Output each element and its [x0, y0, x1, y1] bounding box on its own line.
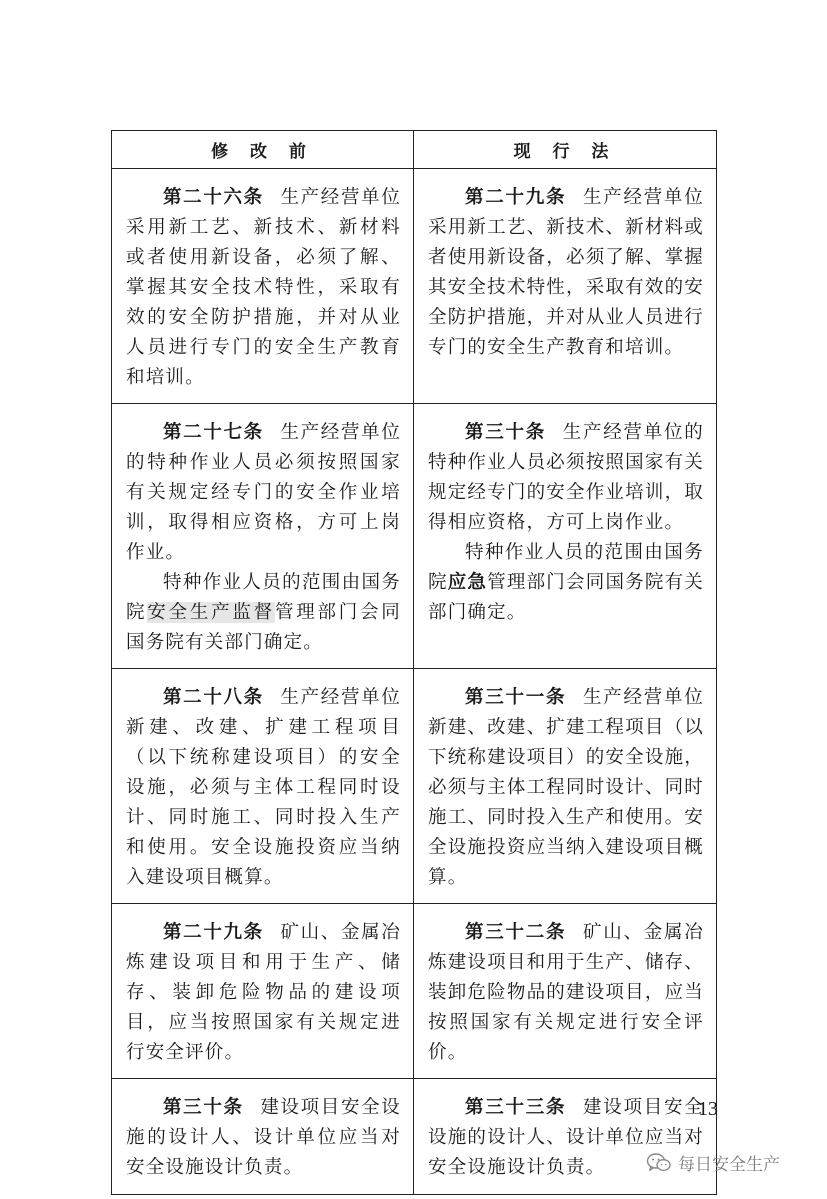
highlighted-text: 安全生产监督 — [147, 602, 275, 623]
table-row — [112, 169, 717, 404]
article-paragraph — [126, 183, 401, 393]
article-text: 生产经营单位新建、改建、扩建工程项目（以下统称建设项目）的安全设施，必须与主体工程同时设计、同时施工、同时投入生产和使用。安全设施投资应当纳入建设项目概算。 — [428, 687, 704, 888]
article-number: 第三十三条 — [465, 1097, 567, 1118]
article-paragraph — [428, 418, 704, 538]
article-number: 第三十二条 — [465, 922, 567, 943]
watermark — [646, 1150, 780, 1175]
wechat-icon — [646, 1152, 672, 1174]
watermark-text: 每日安全生产 — [678, 1155, 780, 1175]
article-text: 矿山、金属冶炼建设项目和用于生产、储存、装卸危险物品的建设项目，应当按照国家有关规定进行安全评价。 — [428, 922, 704, 1063]
cell-current — [414, 669, 717, 904]
article-text: 管理部门会同国务院有关部门确定。 — [428, 572, 705, 623]
header-before: 修 改 前 — [112, 131, 414, 169]
article-number: 第二十九条 — [163, 922, 264, 943]
table-row — [112, 1079, 717, 1195]
cell-before — [112, 404, 414, 669]
article-paragraph — [126, 918, 401, 1068]
article-text: 生产经营单位采用新工艺、新技术、新材料或者使用新设备，必须了解、掌握其安全技术特性，采取有效的安全防护措施，并对从业人员进行专门的安全生产教育和培训。 — [126, 187, 401, 388]
changed-text: 应急 — [447, 572, 488, 593]
article-text: 生产经营单位新建、改建、扩建工程项目（以下统称建设项目）的安全设施，必须与主体工程同时设计、同时施工、同时投入生产和使用。安全设施投资应当纳入建设项目概算。 — [126, 687, 401, 888]
page-number: 13 — [698, 1098, 718, 1120]
table-row — [112, 904, 717, 1079]
article-text: 特种作业人员的范围由国务院 — [126, 572, 401, 623]
article-text: 生产经营单位采用新工艺、新技术、新材料或者使用新设备，必须了解、掌握其安全技术特性，采取有效的安全防护措施，并对从业人员进行专门的安全生产教育和培训。 — [428, 187, 704, 358]
table-row — [112, 404, 717, 669]
cell-before — [112, 1079, 414, 1195]
article-number: 第二十九条 — [465, 187, 567, 208]
article-number: 第二十八条 — [163, 687, 264, 708]
cell-current — [414, 1079, 717, 1195]
article-number: 第三十条 — [465, 422, 547, 443]
cell-before — [112, 669, 414, 904]
article-number: 第二十六条 — [163, 187, 264, 208]
table-row — [112, 669, 717, 904]
article-text: 建设项目安全设施的设计人、设计单位应当对安全设施设计负责。 — [428, 1097, 704, 1178]
article-number: 第三十一条 — [465, 687, 567, 708]
article-paragraph — [126, 418, 401, 568]
article-text: 生产经营单位的特种作业人员必须按照国家有关规定经专门的安全作业培训，取得相应资格，方可上岗作业。 — [126, 422, 401, 563]
article-text: 矿山、金属冶炼建设项目和用于生产、储存、装卸危险物品的建设项目，应当按照国家有关规定进行安全评价。 — [126, 922, 401, 1063]
article-number: 第二十七条 — [163, 422, 264, 443]
article-paragraph — [428, 918, 704, 1068]
cell-before — [112, 169, 414, 404]
cell-before — [112, 904, 414, 1079]
comparison-table — [111, 130, 717, 1195]
cell-current — [414, 904, 717, 1079]
article-text: 管理部门会同国务院有关部门确定。 — [126, 602, 402, 653]
article-paragraph — [428, 538, 704, 628]
article-paragraph — [126, 568, 401, 658]
article-paragraph — [428, 683, 704, 893]
article-text: 特种作业人员的范围由国务院 — [428, 542, 704, 593]
article-number: 第三十条 — [163, 1097, 244, 1118]
article-text: 生产经营单位的特种作业人员必须按照国家有关规定经专门的安全作业培训，取得相应资格，方可上岗作业。 — [428, 422, 704, 533]
header-current: 现 行 法 — [414, 131, 717, 169]
cell-current — [414, 404, 717, 669]
article-text: 建设项目安全设施的设计人、设计单位应当对安全设施设计负责。 — [126, 1097, 401, 1178]
article-paragraph — [126, 683, 401, 893]
cell-current — [414, 169, 717, 404]
article-paragraph — [126, 1093, 401, 1183]
table-header-row — [112, 131, 717, 169]
article-paragraph — [428, 183, 704, 363]
